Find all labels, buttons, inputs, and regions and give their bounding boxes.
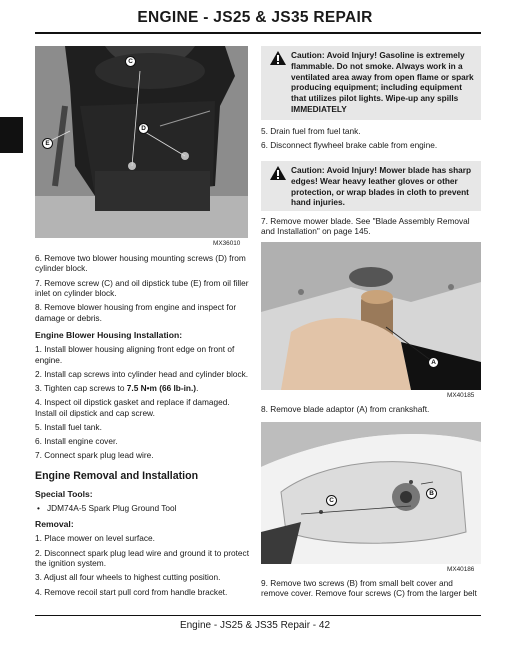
step-text: 2. Disconnect spark plug lead wire and ground it to protect the ignition system. bbox=[35, 547, 249, 569]
step-text: 5. Install fuel tank. bbox=[35, 421, 102, 432]
step-text: 8. Remove blade adaptor (A) from crankshaft. bbox=[261, 404, 430, 414]
callout-c: C bbox=[326, 495, 337, 506]
step-text: 2. Install cap screws into cylinder head and cylinder block. bbox=[35, 368, 249, 379]
callout-e: E bbox=[42, 138, 53, 149]
caution-text: Caution: Avoid Injury! Mower blade has sharp edges! Wear heavy leather gloves or other protection, or wrap blades in cloth to prevent hand injuries. bbox=[291, 165, 472, 208]
step-text: 7. Remove screw (C) and oil dipstick tube (E) from oil filler inlet on cylinder block. bbox=[35, 277, 249, 299]
subheading: Removal: bbox=[35, 519, 74, 530]
engine-photo bbox=[35, 46, 248, 238]
header-rule bbox=[35, 32, 481, 34]
step-text: 6. Remove two blower housing mounting screws (D) from cylinder block. bbox=[35, 253, 246, 274]
torque-value: 7.5 N•m (66 lb-in.) bbox=[126, 383, 197, 394]
figure-caption: MX40186 bbox=[447, 566, 475, 573]
callout-d: D bbox=[138, 123, 149, 134]
warning-icon bbox=[269, 165, 287, 186]
subheading: Special Tools: bbox=[35, 488, 93, 499]
list-item: • JDM74A-5 Spark Plug Ground Tool bbox=[35, 503, 249, 513]
figure-caption: MX36010 bbox=[213, 240, 241, 247]
blade-adaptor-photo bbox=[261, 242, 481, 390]
step-text-start: 3. Tighten cap screws to bbox=[35, 383, 127, 394]
callout-a: A bbox=[428, 357, 439, 368]
step-text bbox=[35, 383, 249, 393]
step-text: 6. Install engine cover. bbox=[35, 436, 118, 447]
caution-box bbox=[261, 161, 481, 211]
step-text: 6. Disconnect flywheel brake cable from engine. bbox=[261, 140, 438, 151]
right-text-d bbox=[261, 578, 481, 599]
caution-box bbox=[261, 46, 481, 120]
right-text-c bbox=[261, 404, 481, 414]
step-text: 1. Place mower on level surface. bbox=[35, 533, 155, 544]
page-footer: Engine - JS25 & JS35 Repair - 42 bbox=[179, 620, 331, 631]
step-text: 7. Connect spark plug lead wire. bbox=[35, 450, 154, 461]
section-tab bbox=[0, 117, 23, 153]
step-text: 9. Remove two screws (B) from small belt cover and remove cover. Remove four screws (C) from the larger belt bbox=[261, 578, 477, 599]
step-text: 3. Adjust all four wheels to highest cutting position. bbox=[35, 572, 221, 583]
step-text: 5. Drain fuel from fuel tank. bbox=[261, 126, 361, 136]
step-text: 7. Remove mower blade. See "Blade Assembly Removal and Installation" on page 145. bbox=[261, 216, 470, 237]
right-text-b bbox=[261, 216, 481, 237]
section-heading: Engine Removal and Installation bbox=[35, 469, 199, 482]
left-column bbox=[35, 253, 249, 597]
footer-rule bbox=[35, 615, 481, 616]
right-text-a bbox=[261, 126, 481, 151]
step-text: 1. Install blower housing aligning front edge on front of engine. bbox=[35, 344, 235, 365]
step-text: 4. Inspect oil dipstick gasket and replace if damaged. Install oil dipstick and cap screw. bbox=[35, 397, 230, 418]
step-text-end: . bbox=[196, 383, 199, 394]
page-title: ENGINE - JS25 & JS35 REPAIR bbox=[137, 9, 373, 26]
belt-cover-photo bbox=[261, 422, 481, 564]
caution-text: Caution: Avoid Injury! Gasoline is extremely flammable. Do not smoke. Always work in a ventilated area away from open flame or spark producing equipment; including equipment that utilizes pilot lights. Wipe-up any spills IMMEDIATELY bbox=[291, 50, 474, 114]
warning-icon bbox=[269, 50, 287, 71]
callout-b: B bbox=[426, 488, 437, 499]
step-text: 4. Remove recoil start pull cord from handle bracket. bbox=[35, 586, 228, 597]
figure-caption: MX40185 bbox=[447, 392, 475, 399]
callout-c: C bbox=[125, 56, 136, 67]
section-heading: Engine Blower Housing Installation: bbox=[35, 330, 183, 341]
step-text: 8. Remove blower housing from engine and inspect for damage or debris. bbox=[35, 302, 237, 323]
